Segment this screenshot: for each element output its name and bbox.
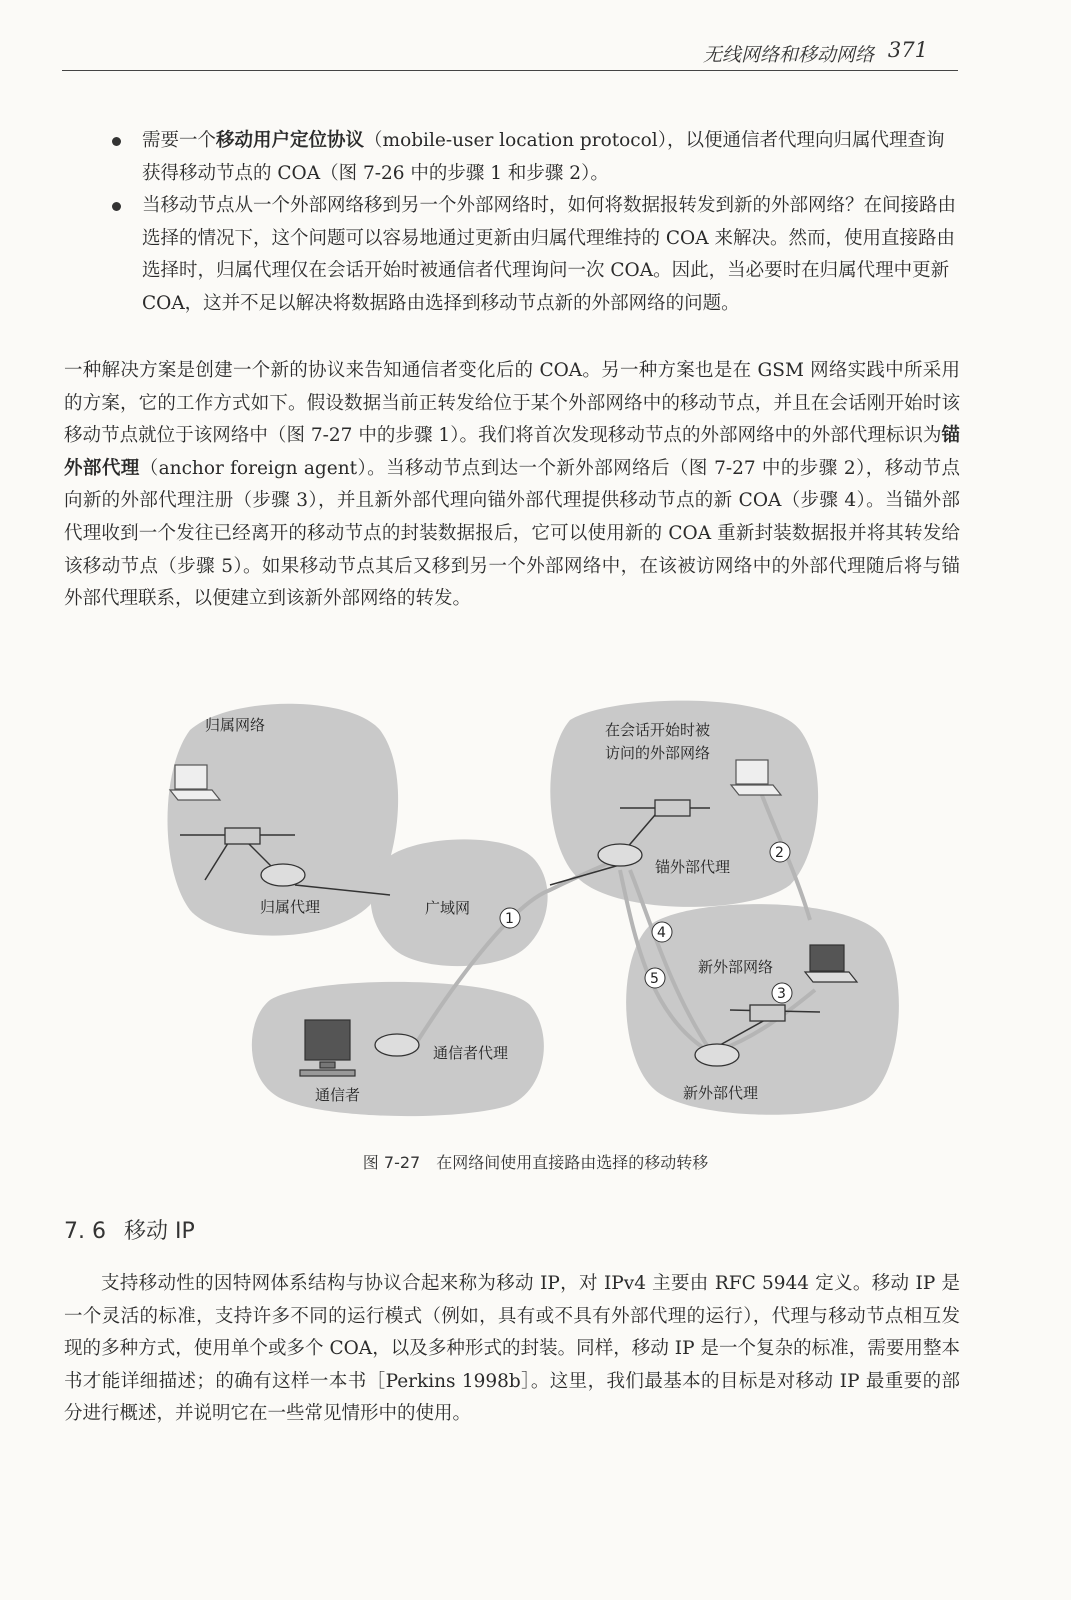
svg-text:2: 2	[775, 845, 784, 861]
label-visited-line2: 访问的外部网络	[605, 744, 711, 762]
router-icon	[695, 1044, 739, 1066]
paragraph-text: （anchor foreign agent）。当移动节点到达一个新外部网络后（图 7-27 中的步骤 2），移动节点向新的外部代理注册（步骤 3），并且新外部代理向锚外部代理提供移动节点的新 COA（步骤 4）。当锚外部代理收到一个发往已经离开的移动节点的封装数据报后，它可以使用新的 COA 重新封装数据报并将其转发给该移动节点（步骤 5）。如果移动节点其后又移到另一个外部网络中，在该被访网络中的外部代理随后将与锚外部代理联系，以便建立到该新外部网络的转发。	[64, 457, 960, 610]
label-correspondent: 通信者	[315, 1086, 361, 1104]
router-icon	[261, 864, 305, 886]
router-icon	[375, 1034, 419, 1056]
bullet-text: 需要一个	[142, 130, 217, 151]
step-marker-2	[770, 842, 790, 862]
svg-text:1: 1	[505, 911, 514, 927]
section-number: 7. 6	[64, 1219, 106, 1244]
figure-caption: 图 7-27 在网络间使用直接路由选择的移动转移	[362, 1153, 709, 1172]
paragraph-2: 支持移动性的因特网体系结构与协议合起来称为移动 IP，对 IPv4 主要由 RFC 5944 定义。移动 IP 是一个灵活的标准，支持许多不同的运行模式（例如，具有或不具有外部代理的运行），代理与移动节点相互发现的多种方式，使用单个或多个 COA，以及多种形式的封装。同样，移动 IP 是一个复杂的标准，需要用整本书才能详细描述；的确有这样一本书［Perkins 1998b］。这里，我们最基本的目标是对移动 IP 最重要的部分进行概述，并说明它在一些常见情形中的使用。	[64, 1273, 960, 1425]
switch-icon	[655, 800, 690, 816]
switch-icon	[225, 828, 260, 844]
svg-text:4: 4	[657, 925, 666, 941]
label-anchor-agent: 锚外部代理	[655, 858, 731, 876]
bullet-text: （mobile-user location protocol），以便通信者代理向归属代理查询获得移动节点的 COA（图 7-26 中的步骤 1 和步骤 2）。	[142, 130, 945, 184]
page-number: 371	[887, 38, 928, 62]
paragraph-text: 一种解决方案是创建一个新的协议来告知通信者变化后的 COA。另一种方案也是在 GSM 网络实践中所采用的方案，它的工作方式如下。假设数据当前正转发给位于某个外部网络中的移动节点，并且在会话刚开始时该移动节点就位于该网络中（图 7-27 中的步骤 1）。我们将首次发现移动节点的外部网络中的外部代理标识为	[64, 360, 960, 447]
switch-icon	[750, 1005, 785, 1021]
anchor-foreign-agent-term: 锚外部代理	[64, 425, 960, 479]
bullet-list	[64, 125, 960, 321]
label-home-network: 归属网络	[205, 716, 266, 734]
step-marker-4	[652, 922, 672, 942]
step-marker-3	[772, 983, 792, 1003]
svg-text:5: 5	[650, 971, 659, 987]
label-new-agent: 新外部代理	[683, 1084, 759, 1102]
bullet-item-2	[64, 190, 960, 320]
label-new-network: 新外部网络	[698, 958, 774, 976]
step-marker-5	[645, 968, 665, 988]
figure-7-27	[150, 690, 950, 1120]
bullet-term: 移动用户定位协议	[216, 130, 365, 151]
label-correspondent-agent: 通信者代理	[433, 1044, 509, 1062]
label-home-agent: 归属代理	[260, 898, 321, 916]
running-header	[62, 36, 958, 71]
step-marker-1	[500, 908, 520, 928]
bullet-item-1	[64, 125, 960, 190]
bullet-dot	[112, 202, 121, 211]
bullet-text: 当移动节点从一个外部网络移到另一个外部网络时，如何将数据报转发到新的外部网络？在间接路由选择的情况下，这个问题可以容易地通过更新由归属代理维持的 COA 来解决。然而，使用直接路由选择时，归属代理仅在会话开始时被通信者代理询问一次 COA。因此，当必要时在归属代理中更新 COA，这并不足以解决将数据路由选择到移动节点新的外部网络的问题。	[142, 195, 957, 314]
section-heading	[64, 1214, 195, 1245]
section-title: 移动 IP	[123, 1219, 195, 1244]
router-icon	[598, 844, 642, 866]
label-visited-line1: 在会话开始时被	[605, 721, 711, 739]
chapter-title: 无线网络和移动网络	[702, 44, 874, 66]
svg-text:3: 3	[777, 986, 786, 1002]
bullet-dot	[112, 137, 121, 146]
label-wan: 广域网	[425, 899, 471, 917]
paragraph-1	[64, 355, 960, 616]
